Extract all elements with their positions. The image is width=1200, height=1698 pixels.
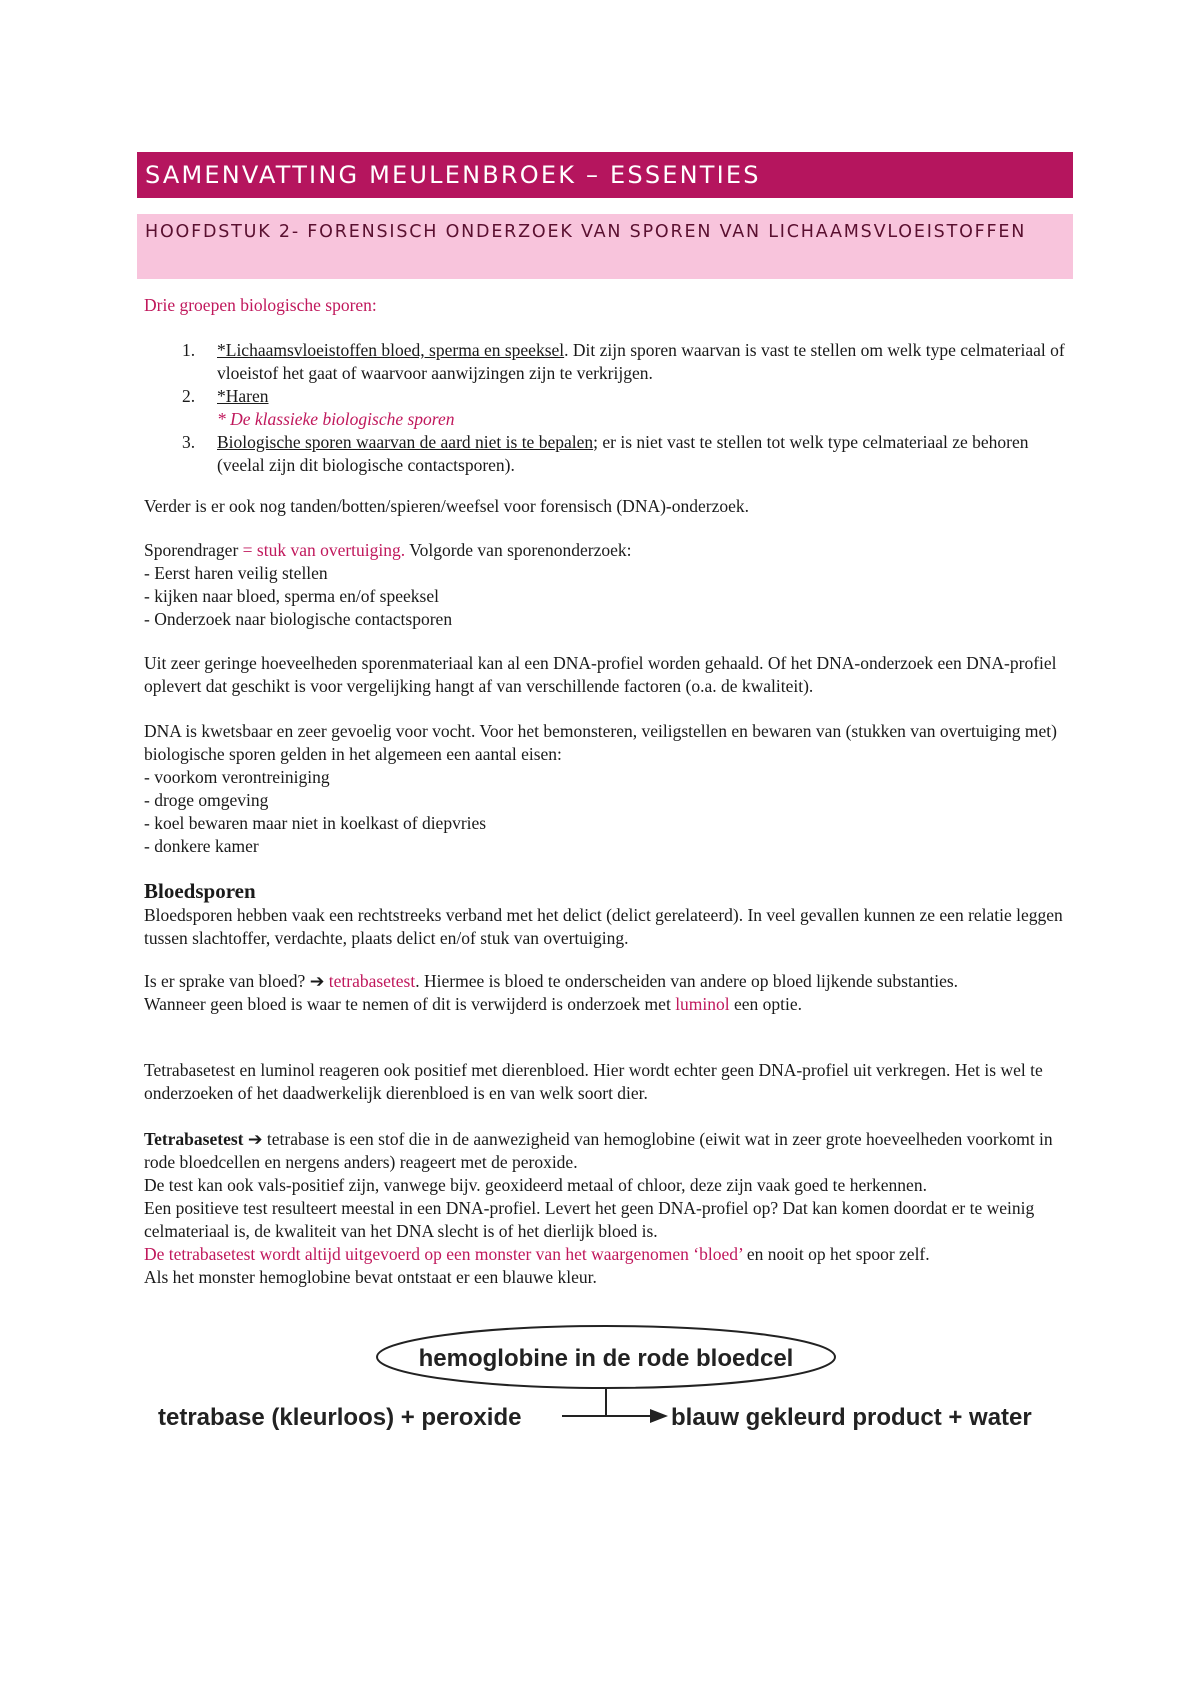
list-item: [144, 339, 1074, 385]
dna-requirements-section: [144, 720, 1074, 858]
document-title: SAMENVATTING MEULENBROEK – ESSENTIES: [137, 152, 1073, 198]
list-item: - Onderzoek naar biologische contactsporen: [144, 609, 453, 629]
sporendrager-rest: Volgorde van sporenonderzoek:: [405, 540, 632, 560]
diagram-right-label: blauw gekleurd product + water: [671, 1404, 1032, 1431]
group-term: *Haren: [217, 386, 269, 406]
paragraph-bloed-2: [144, 970, 1074, 993]
section-heading-bloedsporen: Bloedsporen: [144, 879, 256, 903]
list-number: 2.: [182, 386, 196, 406]
groups-heading: Drie groepen biologische sporen:: [144, 295, 377, 315]
text-run: . Hiermee is bloed te onderscheiden van andere op bloed lijkende substanties.: [415, 971, 959, 991]
text-run: Wanneer geen bloed is waar te nemen of dit is verwijderd is onderzoek met: [144, 994, 676, 1014]
term-luminol: luminol: [675, 994, 730, 1014]
reaction-diagram: [150, 1300, 1070, 1460]
list-item: - Eerst haren veilig stellen: [144, 563, 328, 583]
list-item: - kijken naar bloed, sperma en/of speeksel: [144, 586, 439, 606]
paragraph-dna-profiel: Uit zeer geringe hoeveelheden sporenmateriaal kan al een DNA-profiel worden gehaald. Of het DNA-onderzoek een DNA-profiel oplevert dat geschikt is voor vergelijking hangt af van verschillende factoren (o.a. de kwaliteit).: [144, 653, 1057, 696]
groups-list: [144, 339, 1074, 477]
arrow-right-icon: ➔: [309, 971, 325, 991]
group-term: *Lichaamsvloeistoffen bloed, sperma en speeksel: [217, 340, 565, 360]
term-tetrabasetest-bold: Tetrabasetest: [144, 1129, 248, 1149]
list-item: - donkere kamer: [144, 836, 259, 856]
arrow-right-icon: ➔: [247, 1129, 263, 1149]
text-run: Is er sprake van bloed?: [144, 971, 310, 991]
paragraph-tetra-4: [144, 1243, 1074, 1266]
group-description: ; er is niet vast te stellen tot welk type celmateriaal ze behoren (veelal zijn dit biologische contactsporen).: [217, 432, 1029, 475]
paragraph-tetra-5: Als het monster hemoglobine bevat ontstaat er een blauwe kleur.: [144, 1267, 597, 1287]
chapter-heading: HOOFDSTUK 2- FORENSISCH ONDERZOEK VAN SPOREN VAN LICHAAMSVLOEISTOFFEN: [137, 214, 1073, 279]
text-run: een optie.: [729, 994, 803, 1014]
sporendrager-definition: = stuk van overtuiging.: [238, 540, 406, 560]
paragraph-tetra-3: Een positieve test resulteert meestal in een DNA-profiel. Levert het geen DNA-profiel op? Dat kan komen doordat er te weinig celmateriaal is, de kwaliteit van het DNA slecht is of het dierlijk bloed is.: [144, 1198, 1035, 1241]
paragraph-tetra-2: De test kan ook vals-positief zijn, vanwege bijv. geoxideerd metaal of chloor, deze zijn vaak goed te herkennen.: [144, 1175, 927, 1195]
list-item: - koel bewaren maar niet in koelkast of diepvries: [144, 813, 487, 833]
list-item: [144, 431, 1074, 477]
group-term: Biologische sporen waarvan de aard niet is te bepalen: [217, 432, 594, 452]
sporendrager-term: Sporendrager: [144, 540, 239, 560]
list-item: [144, 385, 1074, 431]
paragraph-dna-kwetsbaar: DNA is kwetsbaar en zeer gevoelig voor vocht. Voor het bemonsteren, veiligstellen en bewaren van (stukken van overtuiging met) biologische sporen gelden in het algemeen een aantal eisen:: [144, 721, 1057, 764]
sporendrager-section: [144, 539, 1074, 631]
paragraph-bloed-3: Tetrabasetest en luminol reageren ook positief met dierenbloed. Hier wordt echter geen DNA-profiel uit verkregen. Het is wel te onderzoeken of het daadwerkelijk dierenbloed is en van welk soort dier.: [144, 1060, 1043, 1103]
diagram-oval-label: hemoglobine in de rode bloedcel: [418, 1345, 794, 1372]
diagram-left-label: tetrabase (kleurloos) + peroxide: [158, 1404, 522, 1431]
diagram-arrow-head: [650, 1409, 668, 1423]
list-number: 3.: [182, 432, 196, 452]
text-run: en nooit op het spoor zelf.: [742, 1244, 930, 1264]
list-number: 1.: [182, 340, 196, 360]
sporendrager-line: [144, 539, 1074, 562]
paragraph-tetra-1: [144, 1128, 1074, 1174]
highlighted-statement: De tetrabasetest wordt altijd uitgevoerd op een monster van het waargenomen ‘bloed’: [144, 1244, 743, 1264]
tetrabasetest-section: [144, 1128, 1074, 1289]
group-description: . Dit zijn sporen waarvan is vast te stellen om welk type celmateriaal of vloeistof het gaat of waarvoor aanwijzingen zijn te verkrijgen.: [217, 340, 1065, 383]
bloedsporen-section: [144, 878, 1074, 950]
paragraph-bloed-1: Bloedsporen hebben vaak een rechtstreeks verband met het delict (delict gerelateerd). In veel gevallen kunnen ze een relatie leggen tussen slachtoffer, verdachte, plaats delict en/of stuk van overtuiging.: [144, 905, 1063, 948]
bloed-test-section: [144, 970, 1074, 1016]
text-run: tetrabase is een stof die in de aanwezigheid van hemoglobine (eiwit wat in zeer grote hoeveelheden voorkomt in rode bloedcellen en nergens anders) reageert met de peroxide.: [144, 1129, 1053, 1172]
list-item: - voorkom verontreiniging: [144, 767, 330, 787]
term-tetrabasetest: tetrabasetest: [324, 971, 416, 991]
groups-section: [144, 294, 1074, 477]
list-item: - droge omgeving: [144, 790, 269, 810]
paragraph-verder: Verder is er ook nog tanden/botten/spieren/weefsel voor forensisch (DNA)-onderzoek.: [144, 496, 750, 516]
paragraph-luminol: [144, 993, 1074, 1016]
group-note: * De klassieke biologische sporen: [217, 409, 455, 429]
